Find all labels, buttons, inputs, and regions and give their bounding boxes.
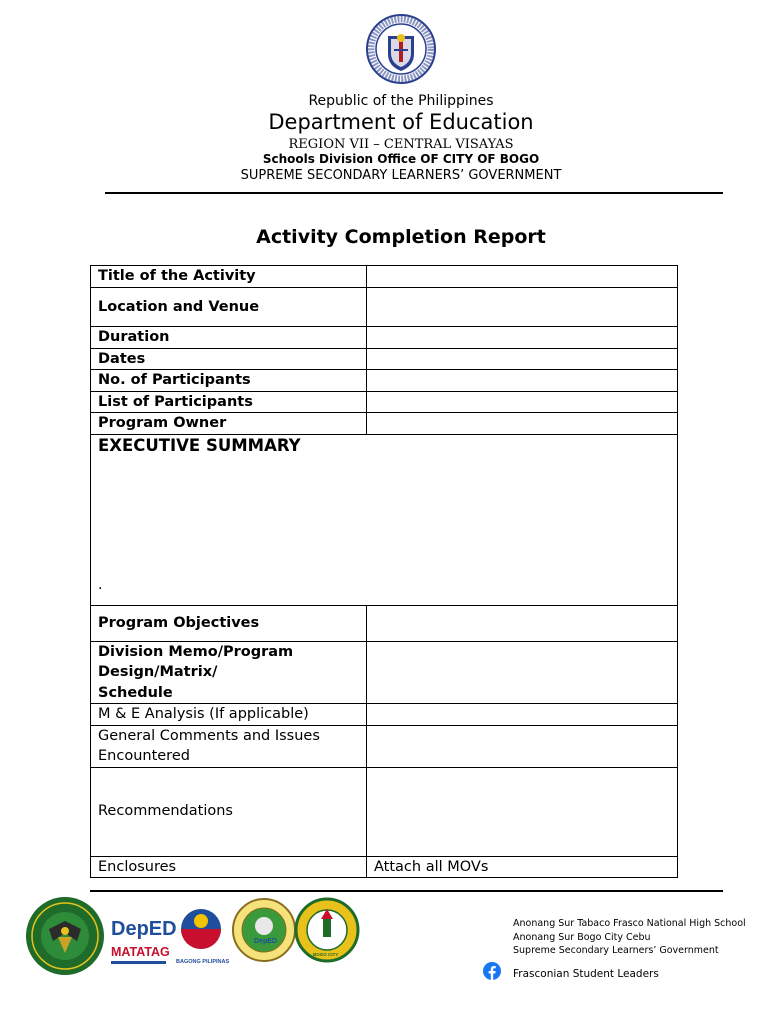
footer-divider	[90, 890, 723, 892]
memo-label-line1: Division Memo/Program	[98, 643, 294, 660]
memo-label	[91, 641, 367, 704]
enclosures-value[interactable]: Attach all MOVs	[367, 856, 678, 878]
footer-logos	[25, 893, 365, 983]
comments-label	[91, 725, 367, 767]
me-analysis-field[interactable]	[367, 704, 678, 726]
division-seal-text: DepED	[254, 938, 277, 945]
footer-school-name: Anonang Sur Tabaco Frasco National High School	[513, 918, 746, 929]
comments-label-line2: Encountered	[98, 748, 190, 764]
objectives-field[interactable]	[367, 605, 678, 641]
bagong-pilipinas-text: BAGONG PILIPINAS	[176, 959, 230, 965]
header-divider	[105, 192, 723, 194]
participants-count-field[interactable]	[367, 370, 678, 392]
deped-logo-text: DepED	[111, 918, 177, 940]
duration-label: Duration	[91, 327, 367, 349]
footer-address: Anonang Sur Bogo City Cebu	[513, 932, 651, 943]
school-seal-text: BOGO CITY	[313, 952, 339, 957]
comments-field[interactable]	[367, 725, 678, 767]
enclosures-label: Enclosures	[91, 856, 367, 878]
deped-matatag-logo	[111, 918, 177, 964]
bagong-pilipinas-logo	[176, 909, 230, 965]
government-line: SUPREME SECONDARY LEARNERS’ GOVERNMENT	[240, 168, 562, 183]
division-line: Schools Division Office OF CITY OF BOGO	[262, 152, 540, 166]
location-label: Location and Venue	[91, 288, 367, 327]
participants-list-label: List of Participants	[91, 391, 367, 413]
region-line: REGION VII – CENTRAL VISAYAS	[288, 137, 514, 152]
recommendations-label: Recommendations	[91, 767, 367, 856]
memo-field[interactable]	[367, 641, 678, 704]
republic-line: Republic of the Philippines	[308, 93, 494, 109]
duration-value-field[interactable]	[367, 327, 678, 349]
participants-list-field[interactable]	[367, 391, 678, 413]
dates-label: Dates	[91, 348, 367, 370]
school-seal-logo	[296, 899, 358, 961]
executive-summary-label: EXECUTIVE SUMMARY	[98, 435, 301, 455]
title-value-field[interactable]	[367, 266, 678, 288]
program-owner-field[interactable]	[367, 413, 678, 435]
exec-dot: .	[98, 576, 103, 593]
comments-label-line1: General Comments and Issues	[98, 727, 320, 744]
facebook-icon[interactable]	[483, 962, 501, 980]
department-name: Department of Education	[268, 110, 534, 134]
matatag-text: MATATAG	[111, 945, 170, 959]
recommendations-field[interactable]	[367, 767, 678, 856]
footer-government: Supreme Secondary Learners’ Government	[513, 945, 719, 956]
sslg-emblem-logo	[26, 897, 104, 975]
participants-count-label: No. of Participants	[91, 370, 367, 392]
facebook-page-link[interactable]: Frasconian Student Leaders	[513, 968, 659, 980]
program-owner-label: Program Owner	[91, 413, 367, 435]
memo-label-line3: Schedule	[98, 684, 173, 701]
location-value-field[interactable]	[367, 288, 678, 327]
memo-label-line2: Design/Matrix/	[98, 664, 218, 680]
me-analysis-label: M & E Analysis (If applicable)	[91, 704, 367, 726]
dates-value-field[interactable]	[367, 348, 678, 370]
executive-summary-cell[interactable]	[91, 434, 678, 605]
title-label: Title of the Activity	[91, 266, 367, 288]
report-title: Activity Completion Report	[256, 226, 546, 248]
deped-seal-logo	[366, 14, 436, 84]
division-seal-logo	[233, 899, 295, 961]
objectives-label: Program Objectives	[91, 605, 367, 641]
activity-report-table	[90, 265, 678, 878]
